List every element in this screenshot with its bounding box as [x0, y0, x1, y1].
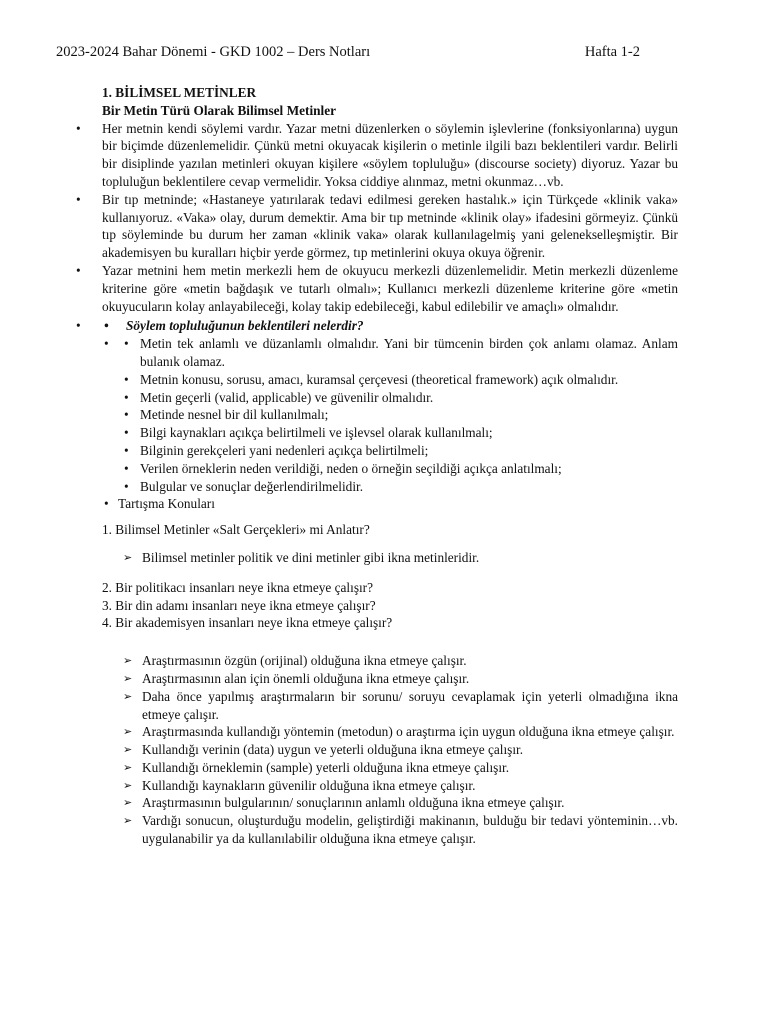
expectations-heading: • • Söylem topluluğunun beklentileri nelerdir? [60, 317, 678, 335]
answer-item: ➢ Araştırmasının alan için önemli olduğuna ikna etmeye çalışır. [60, 670, 678, 688]
answer-item: ➢ Vardığı sonucun, oluşturduğu modelin, geliştirdiği makinanın, bulduğu bir tedavi yönteminin…vb. uygulanabilir ya da kullanılabilir olduğuna ikna etmeye çalışır. [60, 812, 678, 848]
expectation-item: • Bulgular ve sonuçlar değerlendirilmelidir. [60, 478, 678, 496]
expectations-list [60, 335, 678, 495]
discussion-question: 4. Bir akademisyen insanları neye ikna etmeye çalışır? [102, 615, 393, 631]
discussion-question: 3. Bir din adamı insanları neye ikna etmeye çalışır? [102, 597, 376, 613]
expectation-item: • Metin geçerli (valid, applicable) ve güvenilir olmalıdır. [60, 389, 678, 407]
expectation-item: • Bilginin gerekçeleri yani nedenleri açıkça belirtilmeli; [60, 442, 678, 460]
page-header [56, 44, 640, 62]
discussion-question: 1. Bilimsel Metinler «Salt Gerçekleri» mi Anlatır? [102, 522, 370, 538]
expectation-item: • Metnin konusu, sorusu, amacı, kuramsal çerçevesi (theoretical framework) açık olmalıdır. [60, 371, 678, 389]
answer-item: ➢ Kullandığı örneklemin (sample) yeterli olduğuna ikna etmeye çalışır. [60, 759, 678, 777]
header-course-info: 2023-2024 Bahar Dönemi - GKD 1002 – Ders Notları [56, 44, 371, 60]
bullet-item: • Her metnin kendi söylemi vardır. Yazar metni düzenlerken o söylemin işlevlerine (fonksiyonlarına) uygun bir biçimde düzenlemelidir. Çünkü metni okuyacak kişilerin o metinle ilgili bazı beklentileri vardır. Belirli bir disiplinde yazılan metinleri okuyan kişilere «söylem topluluğu» (discourse society) diyoruz. Yazar bu topluluğun beklentilere cevap vermelidir. Yoksa ciddiye alınmaz, metni okunmaz…vb. [60, 120, 678, 191]
q1-answer-list [60, 549, 678, 567]
expectations-block [60, 317, 678, 513]
bullet-item: • Yazar metnini hem metin merkezli hem de okuyucu merkezli düzenlemelidir. Metin merkezli düzenleme kriterine göre «metin bağdaşık ve tutarlı olmalı»; Kullanıcı merkezli düzenleme kriterine göre «metin okuyucuların kolay anlayabileceği, kolay takip edebileceği, kabul edilebilir ve amaçlı» olmalıdır. [60, 262, 678, 315]
discussion-question: 2. Bir politikacı insanları neye ikna etmeye çalışır? [102, 579, 374, 595]
expectation-item: • • Metin tek anlamlı ve düzanlamlı olmalıdır. Yani bir tümcenin birden çok anlamı olamaz. Anlam bulanık olamaz. [60, 335, 678, 371]
answer-item: ➢ Araştırmasında kullandığı yöntemin (metodun) o araştırma için uygun olduğuna ikna etmeye çalışır. [60, 723, 678, 741]
expectation-item: • Metinde nesnel bir dil kullanılmalı; [60, 406, 678, 424]
section-subtitle: Bir Metin Türü Olarak Bilimsel Metinler [102, 102, 337, 118]
expectation-item: • Bilgi kaynakları açıkça belirtilmeli ve işlevsel olarak kullanılmalı; [60, 424, 678, 442]
academic-answers-list [60, 652, 678, 848]
answer-item: ➢ Bilimsel metinler politik ve dini metinler gibi ikna metinleridir. [60, 549, 678, 567]
answer-item: ➢ Araştırmasının özgün (orijinal) olduğuna ikna etmeye çalışır. [60, 652, 678, 670]
answer-item: ➢ Daha önce yapılmış araştırmaların bir sorunu/ soruyu cevaplamak için yeterli olmadığına ikna etmeye çalışır. [60, 688, 678, 724]
answer-item: ➢ Araştırmasının bulgularının/ sonuçlarının anlamlı olduğuna ikna etmeye çalışır. [60, 794, 678, 812]
answer-item: ➢ Kullandığı verinin (data) uygun ve yeterli olduğuna ikna etmeye çalışır. [60, 741, 678, 759]
answer-item: ➢ Kullandığı kaynakların güvenilir olduğuna ikna etmeye çalışır. [60, 777, 678, 795]
header-week: Hafta 1-2 [584, 44, 640, 60]
discussion-heading: • Tartışma Konuları [60, 495, 678, 513]
bullet-item: • Bir tıp metninde; «Hastaneye yatırılarak tedavi edilmesi gereken hastalık.» için Türkçede «klinik vaka» kullanıyoruz. «Vaka» olay, durum demektir. Ama bir tıp metninde «klinik olay» ifadesini görmeyiz. Çünkü tıp söyleminde bu durum her zaman «klinik vaka» olarak kullanılagelmiş yani gelenekselleşmiştir. Bir akademisyen bu kuralları hiçbir yerde görmez, tıp metinlerini okuya okuya öğrenir. [60, 191, 678, 262]
section-title: 1. BİLİMSEL METİNLER [102, 85, 257, 100]
expectation-item: • Verilen örneklerin neden verildiği, neden o örneğin seçildiği açıkça anlatılmalı; [60, 460, 678, 478]
main-bullet-list [60, 120, 678, 514]
expectations-list-wrapper [60, 335, 678, 495]
document-body [60, 84, 678, 848]
